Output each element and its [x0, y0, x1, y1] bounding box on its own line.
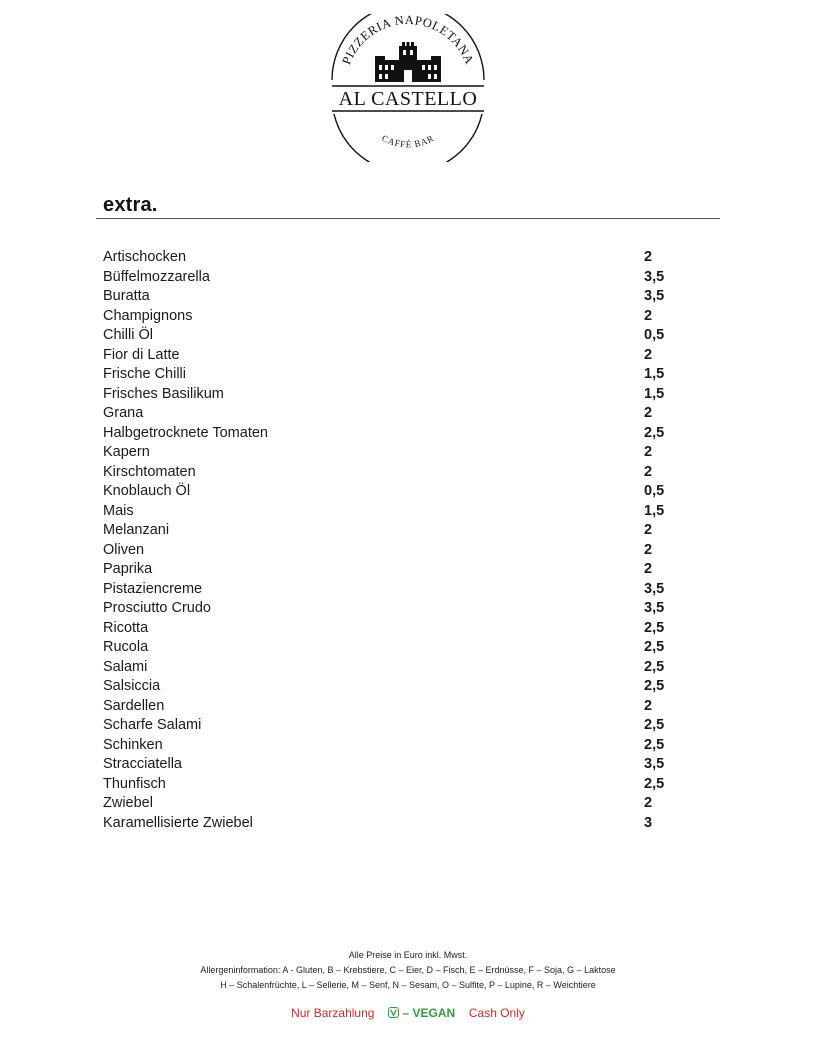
item-price: 2	[644, 249, 653, 265]
item-name: Sardellen	[103, 697, 165, 714]
item-name: Mais	[103, 502, 134, 519]
item-price: 1,5	[644, 366, 665, 382]
item-price: 2,5	[644, 736, 665, 753]
item-price: 2	[644, 463, 653, 480]
cash-only-de: Nur Barzahlung	[291, 1006, 375, 1020]
menu-item	[103, 560, 673, 580]
item-name: Prosciutto Crudo	[103, 600, 211, 616]
item-price: 2,5	[644, 717, 665, 733]
menu-item	[103, 677, 673, 697]
item-name: Thunfisch	[103, 775, 166, 792]
item-price: 2,5	[644, 678, 665, 694]
menu-item	[103, 716, 673, 736]
item-name: Salsiccia	[103, 678, 161, 694]
item-price: 2,5	[644, 658, 665, 675]
footer-notes	[0, 948, 816, 993]
heading-divider	[96, 218, 720, 219]
menu-item	[103, 443, 673, 463]
menu-item	[103, 365, 673, 385]
al-castello-logo	[328, 14, 488, 162]
item-name: Chilli Öl	[103, 327, 153, 343]
vegan-label: – VEGAN	[402, 1006, 456, 1020]
menu-item	[103, 404, 673, 424]
menu-item	[103, 521, 673, 541]
extras-list	[103, 248, 673, 833]
item-name: Buratta	[103, 288, 150, 304]
section-heading: extra.	[103, 194, 158, 216]
item-price: 0,5	[644, 327, 665, 343]
price-note: Alle Preise in Euro inkl. Mwst.	[348, 950, 468, 960]
menu-item	[103, 502, 673, 522]
item-name: Karamellisierte Zwiebel	[103, 814, 253, 831]
payment-vegan-legend	[0, 1006, 816, 1020]
item-price: 1,5	[644, 385, 665, 402]
item-price: 3,5	[644, 600, 665, 616]
castle-icon	[375, 42, 441, 82]
menu-item	[103, 599, 673, 619]
item-name: Fior di Latte	[103, 346, 180, 363]
menu-item	[103, 287, 673, 307]
menu-item	[103, 755, 673, 775]
menu-item	[103, 814, 673, 834]
menu-item	[103, 638, 673, 658]
item-price: 2,5	[644, 424, 665, 441]
menu-item	[103, 697, 673, 717]
item-name: Pistaziencreme	[103, 580, 203, 597]
cash-only-en: Cash Only	[468, 1006, 525, 1020]
item-name: Ricotta	[103, 619, 149, 636]
item-name: Grana	[103, 405, 144, 421]
item-name: Salami	[103, 658, 148, 675]
item-price: 1,5	[644, 502, 665, 519]
allergen-info-1: Allergeninformation: A - Gluten, B – Krebstiere, C – Eier, D – Fisch, E – Erdnüsse, F – Soja, G – Laktose	[200, 965, 616, 975]
item-name: Knoblauch Öl	[103, 483, 191, 499]
logo-arc-text: PIZZERIA NAPOLETANA	[339, 14, 477, 67]
menu-item	[103, 248, 673, 268]
item-name: Melanzani	[103, 522, 170, 538]
item-name: Halbgetrocknete Tomaten	[103, 424, 268, 441]
logo-name: AL CASTELLO	[338, 88, 478, 110]
menu-item	[103, 326, 673, 346]
menu-item	[103, 385, 673, 405]
menu-item	[103, 619, 673, 639]
item-price: 2	[644, 307, 653, 324]
item-name: Frisches Basilikum	[103, 385, 224, 402]
allergen-info-2: H – Schalenfrüchte, L – Sellerie, M – Senf, N – Sesam, O – Sulfite, P – Lupine, R – Weichtiere	[220, 980, 596, 990]
item-name: Champignons	[103, 307, 193, 324]
menu-item	[103, 346, 673, 366]
menu-item	[103, 658, 673, 678]
item-price: 2	[644, 346, 653, 363]
item-price: 2	[644, 444, 653, 460]
item-name: Paprika	[103, 561, 153, 577]
item-name: Artischocken	[103, 249, 187, 265]
item-name: Kapern	[103, 444, 150, 460]
item-price: 3,5	[644, 268, 665, 285]
item-name: Zwiebel	[103, 795, 153, 811]
menu-item	[103, 268, 673, 288]
item-price: 2	[644, 541, 653, 558]
menu-item	[103, 482, 673, 502]
menu-item	[103, 463, 673, 483]
item-price: 3,5	[644, 756, 665, 772]
item-name: Kirschtomaten	[103, 463, 196, 480]
menu-item	[103, 794, 673, 814]
item-name: Rucola	[103, 639, 149, 655]
item-name: Büffelmozzarella	[103, 268, 210, 285]
item-name: Scharfe Salami	[103, 717, 202, 733]
item-price: 2,5	[644, 639, 665, 655]
menu-item	[103, 424, 673, 444]
item-name: Schinken	[103, 736, 163, 753]
item-price: 3,5	[644, 580, 665, 597]
item-name: Oliven	[103, 541, 145, 558]
item-name: Stracciatella	[103, 756, 182, 772]
item-price: 2	[644, 697, 653, 714]
item-price: 2	[644, 561, 653, 577]
vegan-icon	[388, 1007, 399, 1018]
item-price: 3	[644, 814, 653, 831]
logo-sub: CAFFÉ BAR	[380, 132, 436, 150]
menu-item	[103, 541, 673, 561]
menu-item	[103, 307, 673, 327]
item-price: 2	[644, 795, 653, 811]
item-name: Frische Chilli	[103, 366, 186, 382]
item-price: 3,5	[644, 288, 665, 304]
item-price: 0,5	[644, 483, 665, 499]
item-price: 2,5	[644, 619, 665, 636]
item-price: 2	[644, 405, 653, 421]
item-price: 2	[644, 522, 653, 538]
menu-item	[103, 775, 673, 795]
menu-item	[103, 736, 673, 756]
menu-item	[103, 580, 673, 600]
item-price: 2,5	[644, 775, 665, 792]
